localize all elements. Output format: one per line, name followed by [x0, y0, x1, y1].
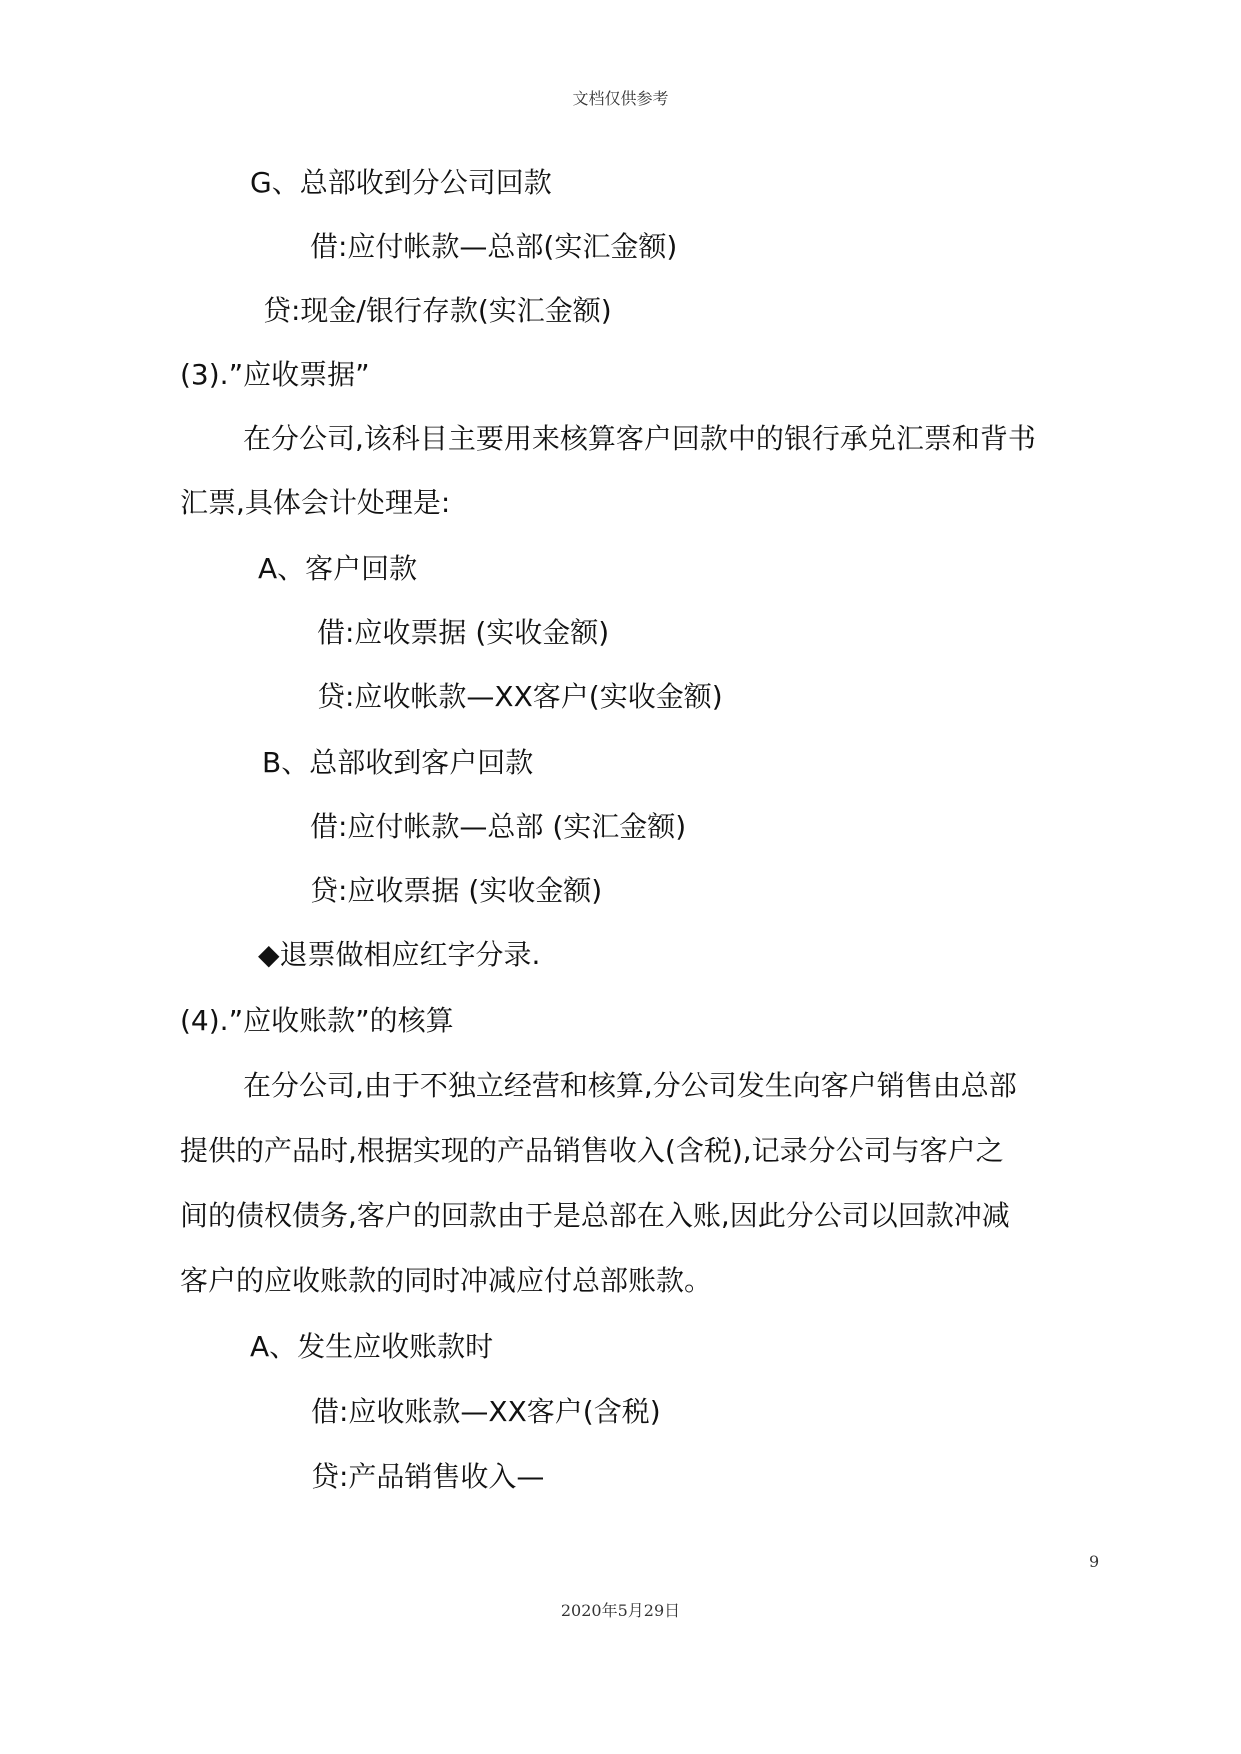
section-heading-4: (4).”应收账款”的核算: [180, 1004, 454, 1037]
entry-credit: 贷:现金/银行存款(实汇金额): [263, 294, 612, 327]
paragraph-line: 间的债权债务,客户的回款由于是总部在入账,因此分公司以回款冲减: [180, 1199, 1010, 1232]
page-header: 文档仅供参考: [572, 89, 669, 108]
paragraph-line: 在分公司,该科目主要用来核算客户回款中的银行承兑汇票和背书: [243, 422, 1036, 455]
entry-debit: 借:应付帐款—总部 (实汇金额): [310, 810, 687, 843]
paragraph-line: 在分公司,由于不独立经营和核算,分公司发生向客户销售由总部: [243, 1069, 1017, 1102]
paragraph-line: 提供的产品时,根据实现的产品销售收入(含税),记录分公司与客户之: [180, 1134, 1004, 1167]
footer-date: 2020年5月29日: [560, 1601, 681, 1620]
entry-debit: 借:应付帐款—总部(实汇金额): [310, 230, 678, 263]
page-number: 9: [1089, 1552, 1100, 1571]
paragraph-line: 汇票,具体会计处理是:: [180, 486, 451, 519]
heading-b: B、总部收到客户回款: [262, 746, 534, 779]
heading-a: A、客户回款: [258, 552, 418, 585]
entry-debit: 借:应收账款—XX客户(含税): [311, 1395, 661, 1428]
entry-debit: 借:应收票据 (实收金额): [317, 616, 610, 649]
heading-g: G、总部收到分公司回款: [250, 166, 552, 199]
entry-credit: 贷:产品销售收入—: [311, 1460, 545, 1493]
heading-a: A、发生应收账款时: [250, 1330, 494, 1363]
entry-credit: 贷:应收票据 (实收金额): [310, 874, 603, 907]
section-heading-3: (3).”应收票据”: [180, 358, 370, 391]
note-line: ◆退票做相应红字分录.: [258, 938, 541, 971]
paragraph-line: 客户的应收账款的同时冲减应付总部账款。: [180, 1264, 713, 1297]
entry-credit: 贷:应收帐款—XX客户(实收金额): [317, 680, 723, 713]
